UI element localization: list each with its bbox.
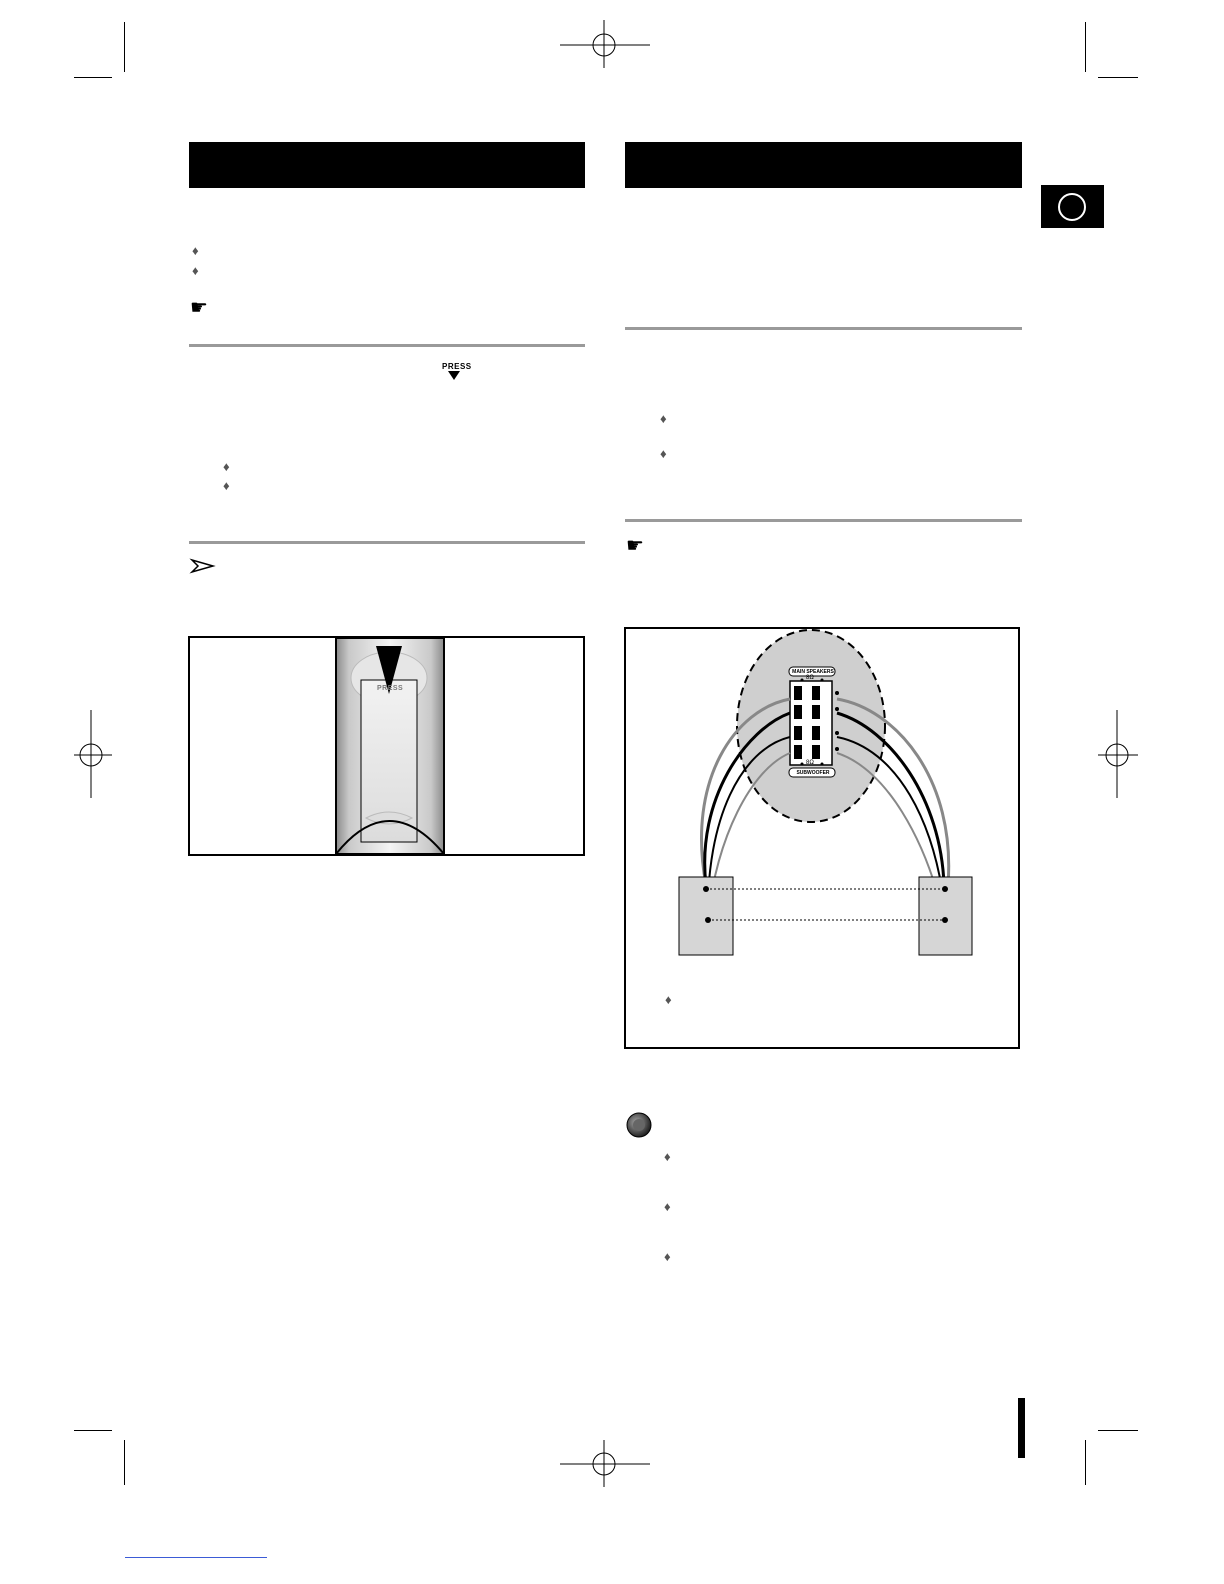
arrow-note-icon [191, 558, 215, 574]
main-speakers-label: MAIN SPEAKERS [792, 669, 834, 675]
language-tab [1041, 185, 1104, 228]
remote-illustration-frame [188, 636, 585, 856]
right-section-header-bar [625, 142, 1022, 188]
diamond-bullet-icon: ♦ [660, 446, 667, 461]
hand-pointing-icon: ☛ [626, 535, 644, 557]
remote-illustration [190, 638, 583, 854]
speaker-wiring-illustration [626, 629, 1018, 1047]
diamond-bullet-icon: ♦ [664, 1199, 671, 1214]
diamond-bullet-icon: ♦ [192, 243, 199, 258]
right-divider-1 [625, 327, 1022, 330]
diamond-bullet-icon: ♦ [660, 411, 667, 426]
diamond-bullet-icon: ♦ [223, 459, 230, 474]
left-divider-2 [189, 541, 585, 544]
footer-link-underline [125, 1557, 267, 1558]
left-divider-1 [189, 344, 585, 347]
impedance-top-label: 8Ω [806, 675, 814, 681]
diamond-bullet-icon: ♦ [192, 263, 199, 278]
remote-press-label: PRESS [377, 685, 404, 692]
circle-note-icon [625, 1111, 653, 1139]
impedance-bottom-label: 8Ω [806, 760, 814, 766]
page-edge-marker [1018, 1398, 1025, 1458]
left-section-header-bar [189, 142, 585, 188]
diamond-bullet-icon: ♦ [223, 478, 230, 493]
hand-pointing-icon: ☛ [190, 297, 208, 319]
right-divider-2 [625, 519, 1022, 522]
press-arrow-icon [448, 371, 460, 381]
diamond-bullet-icon: ♦ [664, 1149, 671, 1164]
press-label: PRESS [442, 362, 472, 371]
diamond-bullet-icon: ♦ [665, 992, 672, 1007]
diamond-bullet-icon: ♦ [664, 1249, 671, 1264]
language-tab-circle [1058, 193, 1086, 221]
subwoofer-label: SUBWOOFER [796, 770, 830, 776]
speaker-connection-diagram [624, 627, 1020, 1049]
